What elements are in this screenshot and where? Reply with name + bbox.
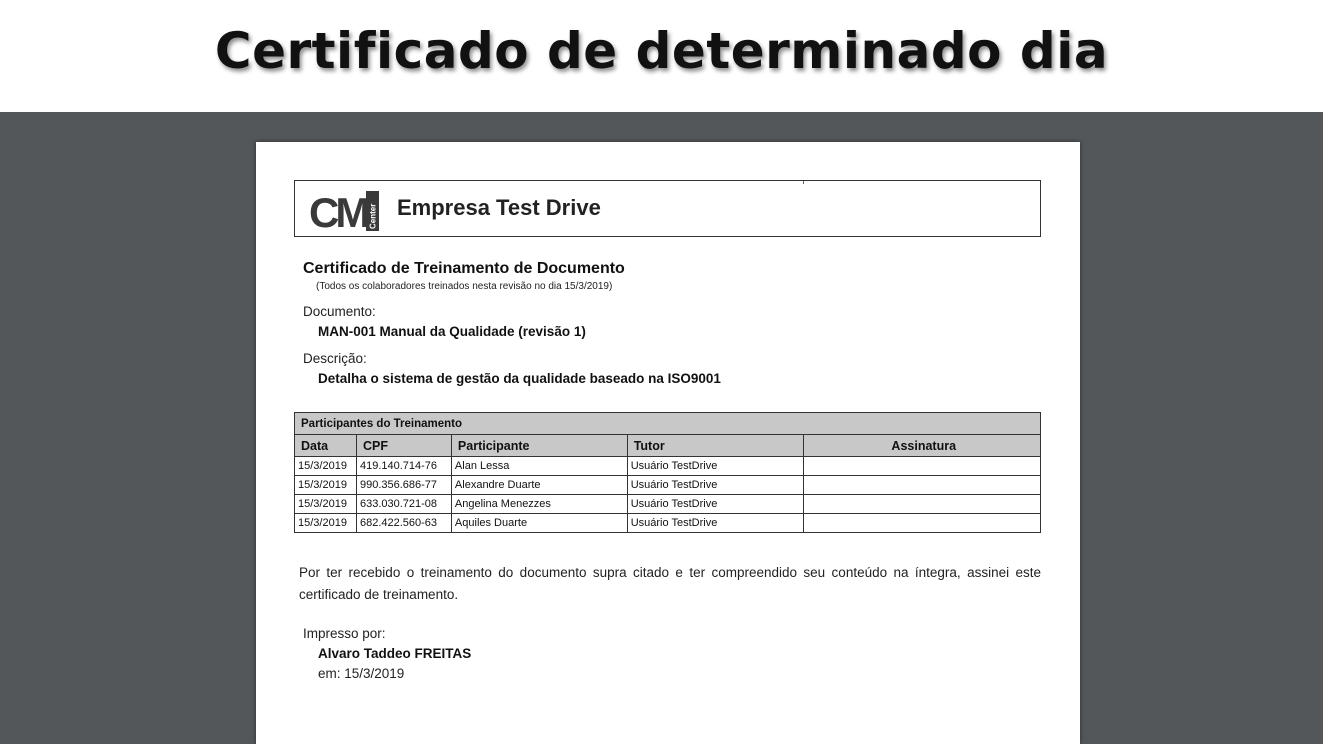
cell-date: 15/3/2019 (295, 514, 357, 533)
header-divider (803, 181, 804, 184)
cell-tutor: Usuário TestDrive (627, 457, 804, 476)
cell-participant: Alan Lessa (451, 457, 627, 476)
description-value: Detalha o sistema de gestão da qualidade baseado na ISO9001 (318, 371, 721, 386)
cell-signature (804, 495, 1041, 514)
banner-title: Certificado de determinado dia (214, 22, 1109, 80)
table-row (295, 514, 1041, 533)
printed-on-date: em: 15/3/2019 (318, 666, 405, 681)
table-caption: Participantes do Treinamento (295, 413, 1041, 435)
cell-date: 15/3/2019 (295, 495, 357, 514)
document-label: Documento: (303, 304, 376, 319)
table-row (295, 476, 1041, 495)
company-logo (309, 191, 379, 231)
banner (0, 0, 1323, 112)
column-header-signature: Assinatura (804, 435, 1041, 457)
certificate-title: Certificado de Treinamento de Documento (303, 260, 625, 277)
logo-letters: CM (309, 191, 367, 231)
cell-participant: Angelina Menezzes (451, 495, 627, 514)
column-header-cpf: CPF (356, 435, 451, 457)
cell-signature (804, 514, 1041, 533)
column-header-tutor: Tutor (627, 435, 804, 457)
participants-table (294, 412, 1041, 533)
cell-signature (804, 457, 1041, 476)
cell-date: 15/3/2019 (295, 457, 357, 476)
cell-signature (804, 476, 1041, 495)
cell-cpf: 633.030.721-08 (356, 495, 451, 514)
cell-cpf: 990.356.686-77 (356, 476, 451, 495)
cell-participant: Aquiles Duarte (451, 514, 627, 533)
column-header-date: Data (295, 435, 357, 457)
table-caption-row (295, 413, 1041, 435)
printed-by-name: Alvaro Taddeo FREITAS (318, 646, 472, 661)
declaration-text: Por ter recebido o treinamento do documento supra citado e ter compreendido seu conteúdo na íntegra, assinei este certificado de treinamento. (299, 565, 1041, 602)
printed-by-label: Impresso por: (303, 626, 386, 641)
cell-tutor: Usuário TestDrive (627, 476, 804, 495)
document-page (256, 142, 1080, 744)
cell-date: 15/3/2019 (295, 476, 357, 495)
description-label: Descrição: (303, 351, 367, 366)
certificate-subtitle: (Todos os colaboradores treinados nesta revisão no dia 15/3/2019) (316, 281, 613, 292)
company-header (294, 180, 1041, 237)
table-row (295, 457, 1041, 476)
cell-cpf: 682.422.560-63 (356, 514, 451, 533)
logo-side-text: Center (368, 203, 378, 229)
cell-cpf: 419.140.714-76 (356, 457, 451, 476)
cell-tutor: Usuário TestDrive (627, 514, 804, 533)
table-row (295, 495, 1041, 514)
company-name: Empresa Test Drive (397, 195, 601, 220)
table-header-row (295, 435, 1041, 457)
column-header-participant: Participante (451, 435, 627, 457)
document-value: MAN-001 Manual da Qualidade (revisão 1) (318, 324, 586, 339)
cell-participant: Alexandre Duarte (451, 476, 627, 495)
cell-tutor: Usuário TestDrive (627, 495, 804, 514)
